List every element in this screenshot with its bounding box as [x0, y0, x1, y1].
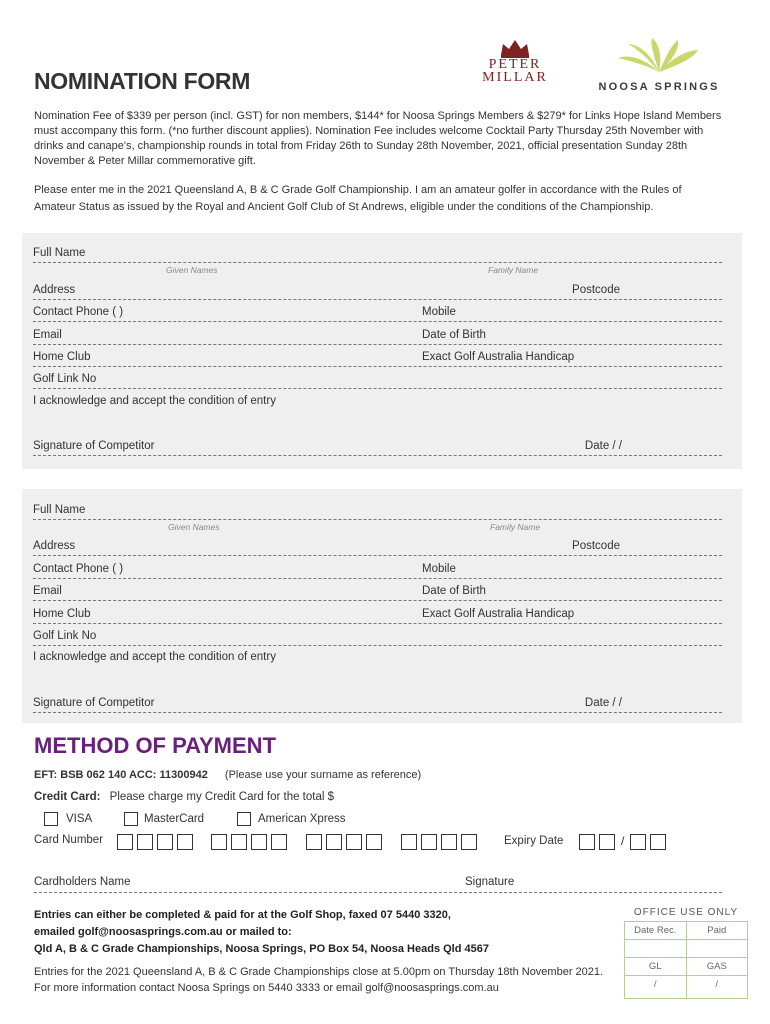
mobile-label: Mobile — [422, 306, 456, 318]
eft-line — [34, 769, 421, 781]
digit-box[interactable] — [157, 834, 173, 850]
crown-icon — [498, 38, 532, 58]
digit-box[interactable] — [177, 834, 193, 850]
club-row[interactable] — [33, 606, 722, 624]
expiry-separator: / — [621, 834, 625, 848]
entries-line-3: Qld A, B & C Grade Championships, Noosa Springs, PO Box 54, Noosa Heads Qld 4567 — [34, 943, 489, 955]
full-name-field[interactable] — [33, 245, 722, 263]
address-field[interactable] — [33, 538, 722, 556]
paid-cell: Paid — [686, 922, 748, 939]
digit-box[interactable] — [366, 834, 382, 850]
fee-paragraph: Nomination Fee of $339 per person (incl. GST) for non members, $144* for Noosa Springs Members & $279* for Links Hope Island Members must accompany this form. (*no further discount applies). Nomination Fee includes welcome Cocktail Party Thursday 25th November with drinks and canape's, championship rounds in total from Friday 26th to Sunday 28th November, 2021, official presentation Sunday 28th November & Peter Millar commemorative gift. — [34, 110, 722, 167]
digit-box[interactable] — [271, 834, 287, 850]
date-label: Date / / — [584, 697, 622, 709]
phone-row[interactable] — [33, 304, 722, 322]
email-label: Email — [33, 585, 62, 597]
office-cell — [686, 940, 748, 957]
golf-link-field[interactable] — [33, 371, 722, 389]
office-cell — [625, 940, 686, 957]
digit-box[interactable] — [251, 834, 267, 850]
contact-phone-label: Contact Phone ( ) — [33, 563, 124, 575]
family-name-hint: Family Name — [490, 522, 541, 532]
email-label: Email — [33, 329, 62, 341]
logo-word-2: MILLAR — [482, 70, 548, 85]
card-number-group-2[interactable] — [211, 834, 291, 850]
full-name-field[interactable] — [33, 502, 722, 520]
office-use-box — [624, 907, 748, 999]
home-club-label: Home Club — [33, 351, 91, 363]
given-names-hint: Given Names — [168, 522, 220, 532]
digit-box[interactable] — [599, 834, 615, 850]
amex-checkbox[interactable] — [237, 812, 251, 826]
mobile-label: Mobile — [422, 563, 456, 575]
address-field[interactable] — [33, 282, 722, 300]
cardholder-label: Cardholders Name — [34, 876, 131, 888]
submission-instructions — [34, 907, 614, 958]
golf-link-field[interactable] — [33, 628, 722, 646]
handicap-label: Exact Golf Australia Handicap — [422, 351, 575, 363]
digit-box[interactable] — [211, 834, 227, 850]
signature-row[interactable] — [33, 438, 722, 456]
cardholder-row[interactable] — [34, 876, 722, 893]
postcode-label: Postcode — [572, 540, 620, 552]
family-name-hint: Family Name — [488, 265, 539, 275]
expiry-month[interactable] — [579, 834, 619, 850]
cc-text: Please charge my Credit Card for the total $ — [109, 791, 335, 803]
competitor-panel-1 — [22, 233, 742, 469]
noosa-springs-logo — [598, 36, 720, 92]
signature-row[interactable] — [33, 695, 722, 713]
email-row[interactable] — [33, 583, 722, 601]
signature-label: Signature of Competitor — [33, 697, 155, 709]
given-names-hint: Given Names — [166, 265, 218, 275]
postcode-label: Postcode — [572, 284, 620, 296]
gas-cell: GAS — [686, 958, 748, 975]
office-heading: OFFICE USE ONLY — [633, 907, 739, 918]
office-row — [625, 958, 747, 976]
palm-leaf-icon — [614, 36, 704, 74]
digit-box[interactable] — [579, 834, 595, 850]
competitor-panel-2 — [22, 489, 742, 723]
digit-box[interactable] — [231, 834, 247, 850]
date-rec-cell: Date Rec. — [634, 925, 677, 936]
home-club-label: Home Club — [33, 608, 91, 620]
expiry-label: Expiry Date — [504, 835, 564, 847]
logo-text: NOOSA SPRINGS — [598, 81, 720, 93]
contact-phone-label: Contact Phone ( ) — [33, 306, 124, 318]
digit-box[interactable] — [346, 834, 362, 850]
entries-line-2: emailed golf@noosasprings.com.au or mailed to: — [34, 926, 292, 938]
digit-box[interactable] — [401, 834, 417, 850]
amex-label: American Xpress — [258, 813, 346, 825]
office-row — [625, 976, 747, 998]
slash-cell: / — [653, 979, 657, 990]
cardholder-signature-label: Signature — [465, 876, 515, 888]
office-row — [625, 922, 747, 940]
address-label: Address — [33, 540, 76, 552]
amex-option[interactable] — [237, 812, 346, 826]
club-row[interactable] — [33, 349, 722, 367]
digit-box[interactable] — [326, 834, 342, 850]
date-label: Date / / — [584, 440, 622, 452]
gl-cell: GL — [648, 961, 662, 972]
entry-paragraph: Please enter me in the 2021 Queensland A, B & C Grade Golf Championship. I am an amateur golfer in accordance with the Rules of Amateur Status as issued by the Royal and Ancient Golf Club of St Andrews, eligible under the conditions of the Championship. — [34, 184, 682, 213]
eft-details: EFT: BSB 062 140 ACC: 11300942 — [34, 769, 208, 781]
acknowledge-text: I acknowledge and accept the condition of entry — [33, 395, 276, 407]
visa-checkbox[interactable] — [44, 812, 58, 826]
email-row[interactable] — [33, 327, 722, 345]
dob-label: Date of Birth — [422, 329, 486, 341]
mastercard-checkbox[interactable] — [124, 812, 138, 826]
eft-note: (Please use your surname as reference) — [224, 769, 422, 781]
close-line-2: For more information contact Noosa Springs on 5440 3333 or email golf@noosasprings.com.au — [34, 982, 499, 994]
expiry-year[interactable] — [630, 834, 670, 850]
card-number-group-4[interactable] — [401, 834, 481, 850]
digit-box[interactable] — [650, 834, 666, 850]
card-number-label: Card Number — [34, 834, 104, 846]
digit-box[interactable] — [630, 834, 646, 850]
cc-label: Credit Card: — [34, 791, 101, 803]
acknowledge-text: I acknowledge and accept the condition of entry — [33, 651, 276, 663]
digit-box[interactable] — [137, 834, 153, 850]
close-line-1: Entries for the 2021 Queensland A, B & C Grade Championships close at 5.00pm on Thursday 18th November 2021. — [34, 966, 604, 978]
mastercard-option[interactable] — [124, 812, 204, 826]
visa-label: VISA — [66, 813, 93, 825]
peter-millar-logo — [470, 38, 560, 90]
card-number-group-3[interactable] — [306, 834, 386, 850]
golf-link-label: Golf Link No — [33, 373, 97, 385]
golf-link-label: Golf Link No — [33, 630, 97, 642]
credit-card-line — [34, 791, 334, 803]
dob-label: Date of Birth — [422, 585, 486, 597]
full-name-label: Full Name — [33, 247, 86, 259]
closing-info — [34, 964, 624, 996]
office-row — [625, 940, 747, 958]
phone-row[interactable] — [33, 561, 722, 579]
full-name-label: Full Name — [33, 504, 86, 516]
digit-box[interactable] — [461, 834, 477, 850]
slash-cell: / — [686, 976, 748, 998]
address-label: Address — [33, 284, 76, 296]
form-title: NOMINATION FORM — [34, 68, 251, 94]
digit-box[interactable] — [306, 834, 322, 850]
office-table — [624, 921, 748, 999]
visa-option[interactable] — [44, 812, 92, 826]
digit-box[interactable] — [441, 834, 457, 850]
payment-title: METHOD OF PAYMENT — [34, 733, 277, 758]
handicap-label: Exact Golf Australia Handicap — [422, 608, 575, 620]
entries-line-1: Entries can either be completed & paid for at the Golf Shop, faxed 07 5440 3320, — [34, 909, 451, 921]
digit-box[interactable] — [421, 834, 437, 850]
card-number-group-1[interactable] — [117, 834, 197, 850]
logo-word-1: PETER — [488, 57, 542, 72]
digit-box[interactable] — [117, 834, 133, 850]
mastercard-label: MasterCard — [144, 813, 205, 825]
signature-label: Signature of Competitor — [33, 440, 155, 452]
